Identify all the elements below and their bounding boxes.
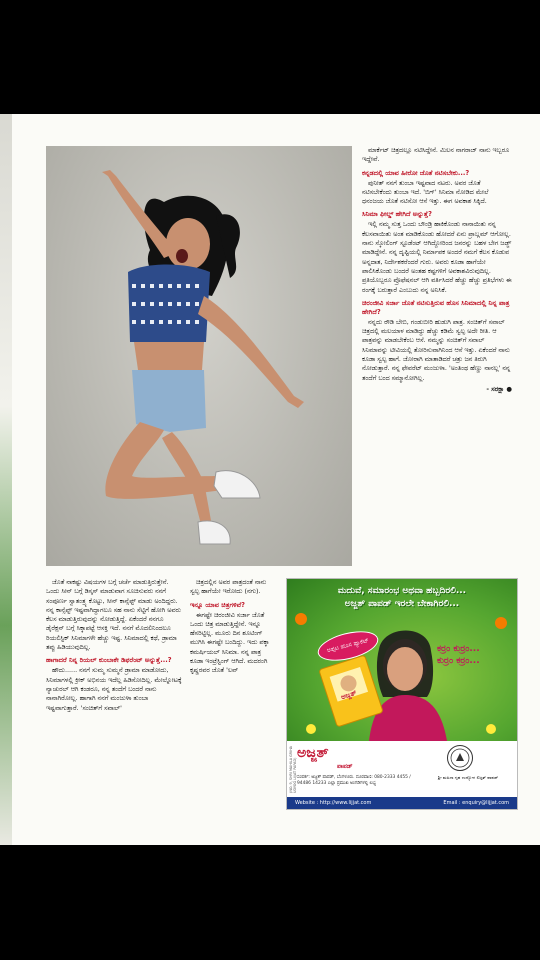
article-bottom-column-1 xyxy=(46,578,182,832)
ad-tagline xyxy=(437,643,513,667)
ad-headline-line: ಅಜ್ಜತ್ ಪಾಪಡ್ ಇರಲೇ ಬೇಕಾಗಿರಲಿ... xyxy=(344,599,460,609)
new-pack-badge: ಅಪ್ಪಟ ಹೊಸ ಪ್ಯಾಕೆಟ್ xyxy=(315,626,381,666)
article-paragraph: ನನ್ನದು ರೌಡಿ ಬೇಬಿ, ಗಂಡುಬೀರಿ ಹುಡುಗಿ ಪಾತ್ರ. ಸಂಚಿತ್‌ಗೆ ಸವಾಲ್ ಚಿತ್ರದಲ್ಲಿ ಮಲಯಾಳ ಮಾಡಿದ್ದು ಹೆಚ್ಚು ಕಡಿಮೆ ಸ್ವಲ್ಪ ಅದೇ ರೀತಿ. ಆ ಪಾತ್ರವನ್ನು ಮಾಡಬೇಕೆಂಬ ಆಸೆ. ನಮ್ಮನ್ನು ಸಂಚಿತ್‌ಗೆ ಸವಾಲ್ ಸಿನಿಮಾವನ್ನು ಟೀವಿಯಲ್ಲಿ ತೋರಿಸುವಾಗಿನಿಂದ ಆಸೆ ಇತ್ತು. ಏಕೆಂದರೆ ನಾನು ಕೂಡಾ ಸ್ವಲ್ಪ ಹಾಗೆ. ಜೋರಾಗಿ ಮಾತಾಡಿದರೆ ಚತ್ರು ಜನ ತಿರುಗಿ ನೋಡುತ್ತಾರೆ. ನನ್ನ ಫೇವರೆಟ್ ಮಂಜುಳಾ. 'ಅಂತಿಂಥ ಹೆಣ್ಣು ನಾನಲ್ಲ' ನನ್ನ ತಂದೆಗೆ ಬಂದ ಸಮ್ಮಾನೋಗಿಲ್ಲ. xyxy=(362,317,511,382)
website-text: Website : http://www.lijjat.com xyxy=(295,800,372,806)
seal-caption: ಶ್ರೀ ಮಹಿಳಾ ಗೃಹ ಉದ್ಯೋಗ ಲಿಜ್ಜತ್ ಪಾಪಡ್ xyxy=(437,775,499,780)
interview-question: ಸಿನಿಮಾ ಫೀಲ್ಡ್ ಹೇಗಿದೆ ಅನ್ನುತ್ತೆ? xyxy=(362,210,432,219)
author-byline: - ಸರಕ್ಷಾ ● xyxy=(486,384,512,393)
article-paragraph: ಜೊತೆ ನಾಕಷ್ಟು ವಿಷಯಗಳ ಬಗ್ಗೆ ಚರ್ಚೆ ಮಾಡುತ್ತಿರುತ್ತೇನೆ. ಒಂದು ಸೀನ್ ಬಗ್ಗೆ ಡಿಸ್ಕಸ್ ಮಾಡುವಾಗ ಸೂಚಿಸುವರು ನನಗೆ ಸಂಪೂರ್ಣ ಸ್ವಾತಂತ್ರ್ಯ ಕೊಟ್ಟು, ಸೀನ್ ಕಾನ್ಸೆಪ್ಟ್ ಮಾಡು ಅಂದಿದ್ದರು. ನನ್ನ ಕಾನ್ಸೆಪ್ಟ್ ಇಷ್ಟವಾಗಿದ್ದಾಗಲೂ ಸಹ ನಾನು ಸೆಟ್ಟಿಗೆ ಹೋಗಿ ಅವರು ಕೆಲಸ ಮಾಡುತ್ತಿರುವುದನ್ನು ನೋಡುತ್ತಿದ್ದೆ. ಏಕೆಂದರೆ ನನಗೂ ಡೈರೆಕ್ಷನ್ ಬಗ್ಗೆ ಸಿಕ್ಕಾಪಟ್ಟೆ ಆಸಕ್ತಿ ಇದೆ. ನನಗೆ ಮೊದಲಿನಿಂದಲೂ ರಿಯಲಿಸ್ಟಿಕ್ ಸಿನಿಮಾಗಳೇ ಹೆಚ್ಚು ಇಷ್ಟ. ಸಿನಿಮಾದಲ್ಲಿ ಕಥೆ, ಡ್ರಾಮಾ ತಪ್ಪು ಹಿಡಿಯುವುದಿಲ್ಲ. xyxy=(46,578,181,652)
article-paragraph: ಇಲ್ಲಿ ನಮ್ಮ ಸುತ್ತ ಒಂದು ಬೌಂಡ್ರಿ ಹಾಕಿಕೊಂಡು ನಾನಾಯಿತು ನನ್ನ ಕೆಲಸವಾಯಿತು ಅಂತ ಮಾಡಿಕೊಂಡು ಹೋದರೆ ಏನು ಪ್ರಾಬ್ಲಮ್ ಆಗೋಲ್ಲ. ನಾನು ಸ್ಕೋಲಿಂಗ್ ಸ್ಟೂಡೆಂಟ್ ಆಗಿದ್ದೋರಿಂದ ಜನರನ್ನು ಬಹಳ ಬೇಗ ಜಡ್ಜ್ ಮಾಡಿದ್ದೇನೆ. ನನ್ನ ದೃಷ್ಟಿಯಲ್ಲಿ ನಿರ್ಮಾಪಕ ಅಂದರೆ ನಮಗೆ ಕೆಲಸ ಕೊಡುವ ಅನ್ನದಾತ, ನಿರ್ದೇಶಕರೆಂದರೆ ಗುರು. ಅವರು ಕೂಡಾ ಹಾಗೆಯೇ ಪಾಲಿಸಿಕೊಂಡು ಬಂದರೆ ಅಂತಹ ಕಷ್ಟಗಳಿಗೆ ಅವಕಾಶವಿರುವುದಿಲ್ಲ. ಪ್ರತಿಯೊಬ್ಬರೂ ಪ್ರೊಫೆಷನಲ್ ಆಗಿ ವರ್ತಿಸಿದರೆ ಹೆಚ್ಚು ಹೆಚ್ಚು ಪ್ರತಿಭೆಗಳು ಈ ರಂಗಕ್ಕೆ ಬರುತ್ತಾರೆ ಎಂಬುದು ನನ್ನ ಅನಿಸಿಕೆ. xyxy=(362,220,512,294)
ad-side-text: (NO. 9, SHRI MAHILA GRIHA UDYOG LIJJAT PAPAD) xyxy=(289,745,297,793)
article-right-column xyxy=(362,146,512,574)
interview-question: ಹಾಗಾದರೆ ನಿನ್ನ ರಿಯಲ್ ಕುಂಬಾಕೇ ಡಿಫರೆಂಟ್ ಅನ್ನುತ್ತೆ...? xyxy=(46,656,172,665)
article-paragraph: ಈಗಷ್ಟೇ ಚಿರಂಜೀವಿ ಸರ್ಜಾ ಜೊತೆ ಒಂದು ಚಿತ್ರ ಮಾಡುತ್ತಿದ್ದೇನೆ. ಇನ್ನೂ ಹೆಸರಿಟ್ಟಿಲ್ಲ. ಮೂರು ದಿನ ಶೂಟಿಂಗ್ ಮುಗಿಸಿ ಈಗಷ್ಟೇ ಬಂದಿದ್ದು. ಇದು ಪಕ್ಕಾ ಕಮರ್ಷಿಯಲ್ ಸಿನಿಮಾ. ನನ್ನ ಪಾತ್ರ ಕೂಡಾ ಇಂಟ್ರೆಸ್ಟಿಂಗ್ ಆಗಿದೆ. ಮದರಂಗಿ ಕೃಷ್ಣರವರ ಜೊತೆ 'ಲವ್ xyxy=(190,610,270,675)
article-paragraph: ಮಾರ್ಕೆಟ್ ಚಿತ್ರದಲ್ಲೂ ನಟಿಸಿದ್ದೇನೆ. ಮಿಲನ ನಾಗರಾಜ್ ನಾನು ಇಬ್ಬರೂ ಇದ್ದೇವೆ. xyxy=(362,146,510,164)
interview-question: ಕನ್ನಡದಲ್ಲಿ ಯಾವ ಹೀರೋ ಜೊತೆ ನಟಿಸಬೇಕು...? xyxy=(362,168,470,177)
article-paragraph: ಚಿತ್ರದಲ್ಲಿನ ಅವರ ಪಾತ್ರದಂತೆ ನಾನು ಸ್ವಲ್ಪ ಹಾಗೆಯೇ ಇರೋದು (ನಗು). xyxy=(190,578,267,596)
ad-banner xyxy=(287,579,517,741)
email-text: Email : enquiry@lijjat.com xyxy=(443,800,509,806)
article-paragraph: ಹೌದು...... ನನಗೆ ಸುಮ್ಮ ಸುಮ್ಮನೆ ಡ್ರಾಮಾ ಮಾಡೋದು, ಸಿನಿಮಾಗಳಲ್ಲಿ ಕ್ರೀಕ್ ಅಭಿನಯ ಇದೆಲ್ಲ ಹಿಡಿಸೋದಿಲ್ಲ. ಮೇಲ್ನೋಟಕ್ಕೆ ನ್ಯಾಚುರಲ್ ಆಗಿ ಕಂಡರೂ, ನನ್ನ ತಂದೆಗೆ ಬಂದರೆ ನಾನು ನಾನಾಗಿರೋಲ್ಲ. ಹಾಗಾಗಿ ನನಗೆ ಮಂಜುಳಾ ತುಂಬಾ ಇಷ್ಟವಾಗುತ್ತಾರೆ. 'ಸಂಚಿತ್‌ಗೆ ಸವಾಲ್' xyxy=(46,666,182,712)
interview-question: ಚಿರಂಜೀವಿ ಸರ್ಜಾ ಜೊತೆ ನಟಿಸುತ್ತಿರುವ ಹೊಸ ಸಿನಿಮಾದಲ್ಲಿ ನಿನ್ನ ಪಾತ್ರ ಹೇಗಿದೆ? xyxy=(362,298,510,316)
brand-subtitle: ಪಾಪಡ್ xyxy=(337,763,353,770)
ad-footer xyxy=(287,797,517,809)
ad-headline-line: ಮದುವೆ, ಸಮಾರಂಭ ಅಥವಾ ಹಬ್ಬದಿರಲಿ... xyxy=(337,586,467,596)
jumping-woman-photo xyxy=(46,146,352,566)
ad-tagline-line: ಕುರ್ರಂ ಕರ್ರಂ... xyxy=(437,656,480,666)
interview-question: ಇನ್ನೂ ಯಾವ ಚಿತ್ರಗಳಿವೆ? xyxy=(190,600,245,609)
article-paragraph: ಪುನೀತ್ ನನಗೆ ತುಂಬಾ ಇಷ್ಟವಾದ ನಟರು. ಅವರ ಜೊತೆ ನಟಿಸಬೇಕೆಂದು ತುಂಬಾ ಇದೆ. 'ಬಿಗ್' ಸಿನಿಮಾ ನೋಡಿದ ಮೇಲೆ ಧನಂಜಯ ಜೊತೆ ನಟಿಸೋ ಆಸೆ ಇತ್ತು. ಈಗ ಅವಕಾಶ ಸಿಕ್ಕಿದೆ. xyxy=(362,178,489,206)
article-bottom-column-2 xyxy=(190,578,276,832)
adjacent-page-edge xyxy=(0,114,12,845)
ad-address: ಸಂಪರ್ಕ: ಅಜ್ಜತ್ ಪಾಪಡ್, ಬೆಂಗಳೂರು. ದೂರವಾಣಿ: 080-2333 4455 / 94486 14233 ಎಲ್ಲಾ ಪ್ರಮುಖ ಅಂಗಡಿಗಳಲ್ಲಿ ಲಭ್ಯ xyxy=(297,775,411,786)
photo-illustration xyxy=(46,146,352,566)
papad-advertisement xyxy=(286,578,518,810)
organisation-seal-icon xyxy=(447,745,473,771)
ad-tagline-line: ಕರ್ರಂ ಕುರ್ರಂ... xyxy=(437,644,480,654)
pack-label: ಅಜ್ಜತ್ xyxy=(339,688,358,702)
brand-logo: ಅಜ್ಜತ್ xyxy=(297,745,329,761)
